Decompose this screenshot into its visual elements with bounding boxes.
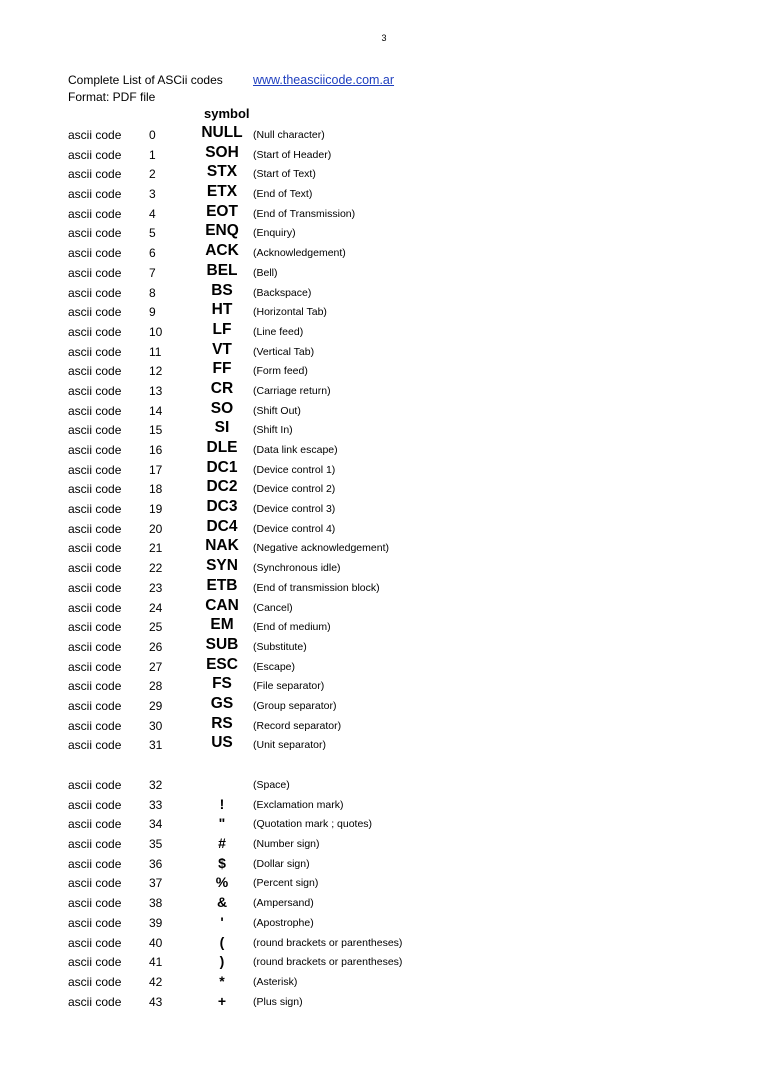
- ascii-symbol: GS: [210, 694, 234, 712]
- row-label: ascii code: [68, 639, 122, 654]
- ascii-symbol: ETX: [206, 183, 238, 201]
- ascii-symbol: ': [220, 913, 224, 930]
- symbol-description: (Synchronous idle): [253, 562, 341, 575]
- ascii-symbol: DC4: [206, 517, 238, 535]
- row-label: ascii code: [68, 423, 122, 438]
- ascii-code-value: 4: [149, 206, 156, 221]
- ascii-code-value: 0: [149, 128, 156, 142]
- row-label: ascii code: [68, 955, 122, 970]
- symbol-description: (Ampersand): [253, 897, 314, 910]
- ascii-code-value: 26: [149, 639, 163, 654]
- ascii-symbol: VT: [212, 340, 232, 358]
- symbol-description: (Percent sign): [253, 877, 319, 890]
- row-label: ascii code: [68, 147, 122, 162]
- symbol-description: (Escape): [253, 660, 296, 673]
- row-label: ascii code: [68, 206, 122, 221]
- ascii-symbol: HT: [211, 301, 233, 319]
- symbol-description: (Record separator): [253, 719, 342, 732]
- ascii-symbol: %: [215, 874, 229, 891]
- ascii-code-value: 11: [149, 344, 162, 359]
- row-label: ascii code: [68, 797, 122, 812]
- ascii-symbol: DC3: [206, 498, 238, 516]
- ascii-symbol: ACK: [205, 242, 239, 260]
- ascii-symbol: CR: [210, 379, 234, 397]
- row-label: ascii code: [68, 128, 122, 142]
- ascii-symbol: EOT: [206, 202, 238, 220]
- ascii-symbol: STX: [206, 163, 238, 181]
- symbol-description: (Exclamation mark): [253, 798, 344, 811]
- symbol-description: (Shift Out): [253, 404, 301, 417]
- symbol-description: (Bell): [253, 266, 278, 279]
- ascii-code-value: 28: [149, 679, 163, 694]
- ascii-symbol: CAN: [205, 596, 239, 614]
- ascii-code-value: 2: [149, 167, 156, 182]
- symbol-description: (Device control 3): [253, 503, 336, 516]
- symbol-description: (Device control 4): [253, 522, 336, 535]
- row-label: ascii code: [68, 482, 122, 497]
- symbol-description: (Quotation mark ; quotes): [253, 818, 373, 831]
- symbol-description: (Horizontal Tab): [253, 306, 327, 319]
- ascii-code-value: 10: [149, 324, 163, 339]
- ascii-symbol: NAK: [205, 537, 239, 555]
- ascii-code-value: 38: [149, 896, 163, 911]
- row-label: ascii code: [68, 265, 122, 280]
- symbol-description: (Substitute): [253, 640, 307, 653]
- symbol-column-heading: symbol: [204, 106, 250, 121]
- symbol-description: (Device control 1): [253, 463, 336, 476]
- symbol-description: (Unit separator): [253, 739, 326, 752]
- website-link[interactable]: www.theasciicode.com.ar: [253, 73, 395, 87]
- ascii-code-value: 5: [149, 226, 156, 241]
- ascii-code-value: 15: [149, 423, 163, 438]
- ascii-code-value: 39: [149, 915, 163, 930]
- ascii-code-value: 6: [149, 246, 156, 261]
- ascii-code-value: 30: [149, 718, 163, 733]
- ascii-symbol: *: [219, 972, 225, 989]
- row-label: ascii code: [68, 187, 122, 202]
- ascii-code-value: 33: [149, 797, 163, 812]
- ascii-symbol: SYN: [206, 557, 238, 575]
- ascii-code-value: 35: [149, 837, 163, 852]
- symbol-description: (Negative acknowledgement): [253, 542, 389, 555]
- row-label: ascii code: [68, 837, 122, 852]
- ascii-code-value: 29: [149, 698, 163, 713]
- ascii-code-value: 16: [149, 443, 163, 457]
- ascii-code-value: 12: [149, 364, 163, 379]
- format-note: Format: PDF file: [68, 90, 156, 104]
- ascii-symbol: FS: [212, 675, 232, 693]
- row-label: ascii code: [68, 541, 122, 556]
- row-label: ascii code: [68, 305, 122, 320]
- ascii-symbol: DC2: [206, 478, 238, 496]
- row-label: ascii code: [68, 915, 122, 930]
- ascii-code-value: 40: [149, 935, 163, 950]
- ascii-code-value: 43: [149, 994, 163, 1009]
- ascii-symbol: DLE: [206, 439, 238, 456]
- row-label: ascii code: [68, 521, 122, 536]
- symbol-description: (End of transmission block): [253, 581, 380, 594]
- row-label: ascii code: [68, 876, 122, 891]
- ascii-symbol: (: [219, 933, 225, 950]
- symbol-description: (Backspace): [253, 286, 312, 299]
- symbol-description: (Vertical Tab): [253, 345, 315, 358]
- row-label: ascii code: [68, 817, 122, 832]
- ascii-symbol: BS: [211, 281, 233, 299]
- symbol-description: (File separator): [253, 680, 325, 693]
- symbol-description: (Data link escape): [253, 444, 338, 456]
- row-label: ascii code: [68, 167, 122, 182]
- ascii-code-value: 8: [149, 285, 156, 300]
- ascii-symbol: FF: [212, 360, 232, 378]
- ascii-code-value: 1: [149, 147, 156, 162]
- row-label: ascii code: [68, 718, 122, 733]
- ascii-symbol: ESC: [206, 655, 238, 673]
- row-label: ascii code: [68, 994, 122, 1009]
- ascii-symbol: $: [218, 854, 226, 871]
- symbol-description: (Acknowledgement): [253, 247, 346, 260]
- symbol-description: (round brackets or parentheses): [253, 936, 403, 949]
- symbol-description: (Group separator): [253, 699, 337, 712]
- ascii-symbol: DC1: [206, 458, 238, 476]
- row-label: ascii code: [68, 580, 122, 595]
- ascii-code-value: 13: [149, 383, 163, 398]
- row-label: ascii code: [68, 620, 122, 635]
- document-header: [68, 72, 394, 106]
- ascii-code-value: 19: [149, 502, 163, 517]
- row-label: ascii code: [68, 600, 122, 615]
- row-label: ascii code: [68, 246, 122, 261]
- ascii-code-value: 27: [149, 659, 163, 674]
- page-number: 3: [381, 33, 387, 43]
- ascii-code-value: 42: [149, 974, 163, 989]
- ascii-symbol: SO: [210, 399, 234, 417]
- ascii-code-value: 31: [149, 738, 163, 753]
- ascii-code-value: 22: [149, 561, 163, 576]
- symbol-description: (Dollar sign): [253, 857, 310, 870]
- symbol-description: (Plus sign): [253, 995, 303, 1008]
- ascii-symbol: ": [218, 815, 226, 832]
- ascii-symbol: ETB: [206, 576, 238, 594]
- symbol-description: (Carriage return): [253, 384, 331, 397]
- row-label: ascii code: [68, 856, 122, 871]
- ascii-symbol: ENQ: [205, 222, 239, 240]
- ascii-symbol: &: [216, 894, 228, 911]
- ascii-symbol: EM: [210, 616, 234, 634]
- document-title: Complete List of ASCii codes: [68, 73, 223, 87]
- ascii-symbol: BEL: [206, 261, 238, 279]
- ascii-code-value: 7: [149, 265, 156, 280]
- row-label: ascii code: [68, 462, 122, 477]
- symbol-description: (Form feed): [253, 365, 308, 378]
- row-label: ascii code: [68, 896, 122, 911]
- ascii-code-value: 18: [149, 482, 163, 497]
- ascii-symbol: +: [217, 992, 227, 1009]
- symbol-description: (Asterisk): [253, 975, 298, 988]
- symbol-description: (End of Text): [253, 188, 313, 201]
- row-label: ascii code: [68, 738, 122, 753]
- symbol-description: (Start of Header): [253, 148, 332, 161]
- ascii-code-value: 25: [149, 620, 163, 635]
- ascii-symbol: !: [219, 795, 225, 812]
- ascii-symbol: SOH: [205, 143, 239, 161]
- symbol-description: (round brackets or parentheses): [253, 956, 403, 969]
- ascii-code-value: 17: [149, 462, 163, 477]
- row-label: ascii code: [68, 974, 122, 989]
- row-label: ascii code: [68, 935, 122, 950]
- row-label: ascii code: [68, 364, 122, 379]
- row-label: ascii code: [68, 383, 122, 398]
- row-label: ascii code: [68, 698, 122, 713]
- ascii-symbol: RS: [211, 714, 233, 732]
- ascii-code-value: 9: [149, 305, 156, 320]
- ascii-code-value: 41: [149, 955, 163, 970]
- ascii-code-value: 24: [149, 600, 163, 615]
- row-label: ascii code: [68, 403, 122, 418]
- row-label: ascii code: [68, 344, 122, 359]
- row-label: ascii code: [68, 679, 122, 694]
- symbol-description: (Shift In): [253, 424, 293, 437]
- symbol-description: (Enquiry): [253, 227, 296, 240]
- ascii-code-value: 21: [149, 541, 163, 556]
- symbol-description: (Apostrophe): [253, 916, 314, 929]
- ascii-symbol: SI: [214, 419, 230, 437]
- symbol-description: (End of medium): [253, 621, 331, 634]
- row-label: ascii code: [68, 561, 122, 576]
- ascii-code-value: 37: [149, 876, 163, 891]
- row-label: ascii code: [68, 659, 122, 674]
- ascii-code-value: 23: [149, 580, 163, 595]
- symbol-description: (Cancel): [253, 601, 293, 614]
- ascii-code-value: 14: [149, 403, 163, 418]
- ascii-code-value: 32: [149, 778, 163, 792]
- symbol-description: (Line feed): [253, 325, 304, 338]
- symbol-description: (Space): [253, 779, 290, 791]
- symbol-description: (Null character): [253, 129, 325, 141]
- row-label: ascii code: [68, 226, 122, 241]
- ascii-code-value: 36: [149, 856, 163, 871]
- symbol-description: (End of Transmission): [253, 207, 356, 220]
- ascii-symbol: NULL: [201, 124, 243, 141]
- symbol-description: (Device control 2): [253, 483, 336, 496]
- row-label: ascii code: [68, 443, 122, 457]
- symbol-description: (Start of Text): [253, 168, 316, 181]
- ascii-symbol: US: [211, 734, 233, 752]
- row-label: ascii code: [68, 324, 122, 339]
- symbol-description: (Number sign): [253, 838, 320, 851]
- ascii-symbol: ): [219, 953, 225, 970]
- ascii-code-value: 3: [149, 187, 156, 202]
- row-label: ascii code: [68, 778, 122, 792]
- ascii-code-value: 20: [149, 521, 163, 536]
- ascii-code-value: 34: [149, 817, 163, 832]
- ascii-symbol: #: [218, 835, 226, 852]
- ascii-symbol: LF: [212, 320, 232, 338]
- ascii-symbol: SUB: [205, 635, 239, 653]
- row-label: ascii code: [68, 285, 122, 300]
- row-label: ascii code: [68, 502, 122, 517]
